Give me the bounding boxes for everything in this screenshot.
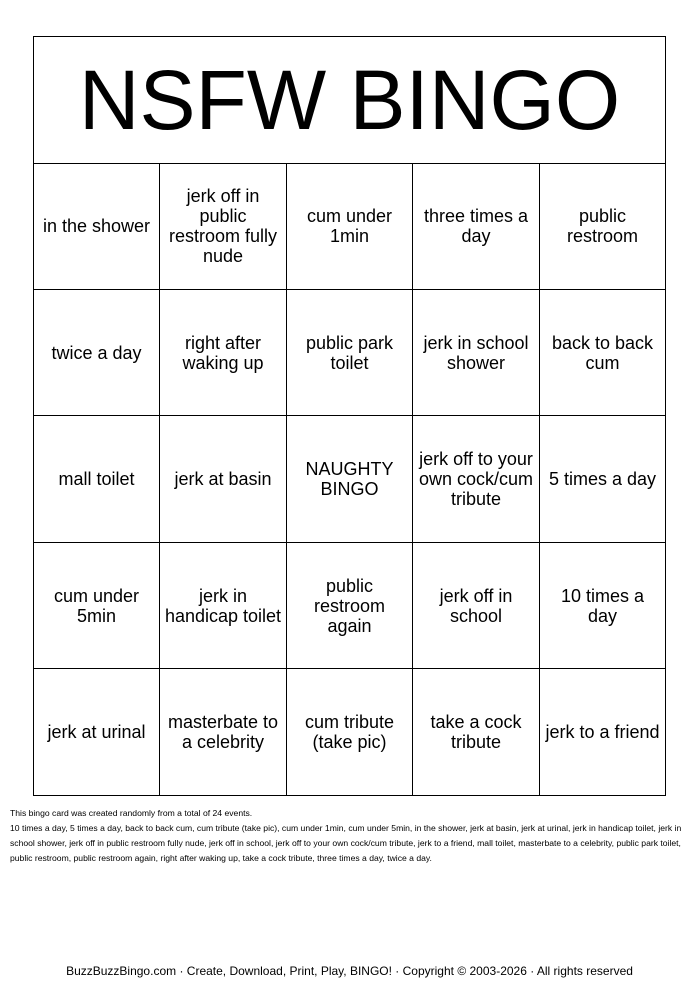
bingo-cell: back to back cum: [540, 290, 665, 416]
free-space-cell: NAUGHTY BINGO: [287, 416, 413, 543]
bingo-cell: take a cock tribute: [413, 669, 540, 795]
bingo-cell: 10 times a day: [540, 543, 665, 669]
bingo-cell: cum under 1min: [287, 163, 413, 290]
bingo-cell: jerk off to your own cock/cum tribute: [413, 416, 540, 543]
bingo-cell: jerk off in public restroom fully nude: [160, 163, 287, 290]
bingo-cell: jerk in handicap toilet: [160, 543, 287, 669]
bingo-cell: jerk off in school: [413, 543, 540, 669]
bingo-cell: three times a day: [413, 163, 540, 290]
bingo-cell: cum tribute (take pic): [287, 669, 413, 795]
bingo-cell: twice a day: [34, 290, 160, 416]
card-title: NSFW BINGO: [78, 53, 621, 147]
bingo-cell: public restroom again: [287, 543, 413, 669]
bingo-cell: 5 times a day: [540, 416, 665, 543]
title-cell: [34, 37, 665, 164]
bingo-cell: jerk to a friend: [545, 722, 660, 742]
bingo-cell: masterbate to a celebrity: [160, 669, 287, 795]
bingo-cell: right after waking up: [160, 290, 287, 416]
info-event-list: 10 times a day, 5 times a day, back to back cum, cum tribute (take pic), cum under 1min, cum under 5min, in the shower, jerk at basin, jerk at urinal, jerk in handicap toilet, jerk in school shower, jerk off in public restroom fully nude, jerk off in school, jerk off to your own cock/cum tribute, jerk to a friend, mall toilet, masterbate to a celebrity, public park toilet, public restroom, public restroom again, right after waking up, take a cock tribute, three times a day, twice a day.: [10, 823, 682, 863]
bingo-cell: public restroom: [540, 163, 665, 290]
page-footer: BuzzBuzzBingo.com · Create, Download, Print, Play, BINGO! · Copyright © 2003-2026 · All rights reserved: [66, 964, 633, 978]
info-summary: This bingo card was created randomly from a total of 24 events.: [10, 808, 253, 818]
card-info: [10, 806, 690, 866]
bingo-cell: jerk in school shower: [413, 290, 540, 416]
bingo-cell: cum under 5min: [34, 543, 160, 669]
bingo-card: [33, 36, 666, 796]
bingo-cell: public park toilet: [287, 290, 413, 416]
bingo-grid: [34, 163, 665, 795]
bingo-cell: in the shower: [34, 163, 160, 290]
bingo-cell: jerk at basin: [160, 416, 287, 543]
bingo-cell: mall toilet: [34, 416, 160, 543]
bingo-cell: jerk at urinal: [34, 669, 160, 795]
